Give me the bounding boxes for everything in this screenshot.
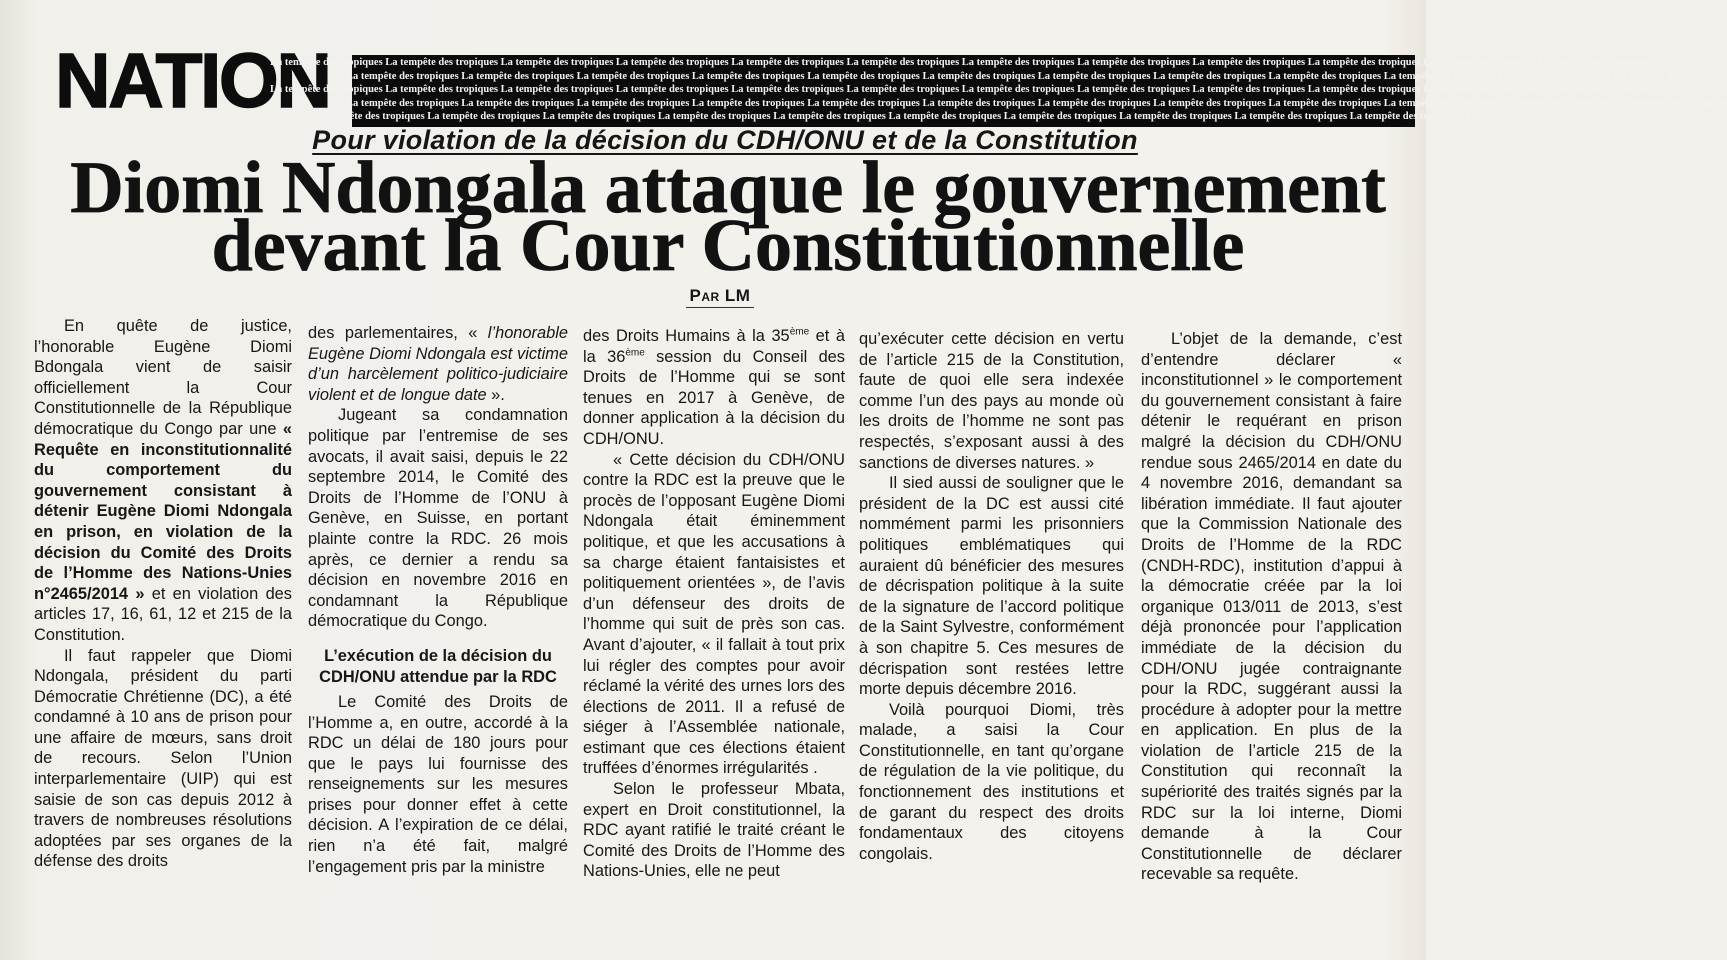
paragraph-text: des parlementaires, « xyxy=(308,324,488,342)
band-text-row: La tempête des tropiques La tempête des tropiques La tempête des tropiques La tempête des tropiques La tempête des tropiques La tempête des tropiques La tempête des tropiques La tempête des tropiques La tempête des tropiques La tempête des tropiques La tempête des tropiques La tempête des tropiques xyxy=(346,70,1727,82)
paragraph: Selon le professeur Mbata, expert en Droit constitutionnel, la RDC ayant ratifié le traité créant le Comité des Droits de l’Homme des Nations-Unies, elle ne peut xyxy=(583,780,845,881)
paragraph-text: ». xyxy=(486,385,505,404)
subheading: L’exécution de la décision du CDH/ONU attendue par la RDC xyxy=(319,646,557,686)
bold-text: « Requête en inconstitutionnalité du comportement du gouvernement consistant à détenir Eugène Diomi Ndongala en prison, en violation de la décision du Comité des Droits de l’Homme des Nations-Unies n°2465/2014 » xyxy=(34,419,292,603)
band-text-row: La tempête des tropiques La tempête des tropiques La tempête des tropiques La tempête des tropiques La tempête des tropiques La tempête des tropiques La tempête des tropiques La tempête des tropiques La tempête des tropiques La tempête des tropiques La tempête des tropiques La tempête des tropiques xyxy=(270,84,1651,95)
article-column-3 xyxy=(583,326,845,882)
paragraph: qu’exécuter cette décision en vertu de l’article 215 de la Constitution, faute de quoi elle sera indexée comme l’un des pays au monde où les droits de l’homme ne sont pas respectés, s’exposant aussi à des sanctions de diverses natures. » xyxy=(859,330,1124,472)
article-column-4 xyxy=(859,329,1124,864)
band-text-row: La tempête des tropiques La tempête des tropiques La tempête des tropiques La tempête des tropiques La tempête des tropiques La tempête des tropiques La tempête des tropiques La tempête des tropiques La tempête des tropiques La tempête des tropiques La tempête des tropiques La tempête des tropiques xyxy=(312,111,1693,122)
paragraph: Il faut rappeler que Diomi Ndongala, président du parti Démocratie Chrétienne (DC), a été condamné à 10 ans de prison pour une affaire de mœurs, sans droit de recours. Selon l’Union interparlementaire (UIP) qui est saisie de son cas depuis 2012 à travers de nombreuses résolutions adoptées par ses organes de la défense des droits xyxy=(34,646,292,871)
paragraph: Le Comité des Droits de l’Homme a, en outre, accordé à la RDC un délai de 180 jours pour que le pays lui fournisse des renseignements sur les mesures prises pour donner effet à cette décision. A l’expiration de ce délai, rien n’a été fait, malgré l’engagement pris par la ministre xyxy=(308,692,568,876)
paragraph: L’objet de la demande, c’est d’entendre déclarer « inconstitutionnel » le comportement du gouvernement consistant à faire détenir le requérant en prison malgré la décision du CDH/ONU rendue sous 2465/2014 en date du 4 novembre 2016, demandant sa libération immédiate. Il faut ajouter que la Commission Nationale des Droits de l’Homme de la RDC (CNDH-RDC), institution d’appui à la démocratie créée par la loi organique 013/011 de 2013, s’est déjà prononcée pour l’application immédiate de la décision du CDH/ONU jugée contraignante pour la RDC, suggérant aussi la procédure à adopter pour la mettre en application. En plus de la violation de l’article 215 de la Constitution qui reconnaît la supériorité des traités signés par la RDC sur la loi interne, Diomi demande à la Cour Constitutionnelle de déclarer recevable sa requête. xyxy=(1141,330,1402,884)
paragraph: « Cette décision du CDH/ONU contre la RDC est la preuve que le procès de l’opposant Eugène Diomi Ndongala était éminemment politique, et que les accusations à sa charge étaient fantaisistes et politiquement orientées », de l’avis d’un défenseur des droits de l’homme qui suit de près son cas. Avant d’ajouter, « il fallait à tout prix lui régler des comptes pour avoir réclamé la vérité des urnes lors des élections de 2011. Il a refusé de siéger à l’Assemblée nationale, estimant que ces élections étaient truffées d’énormes irrégularités . xyxy=(583,450,845,778)
byline-text: Par LM xyxy=(686,287,755,308)
article-column-1 xyxy=(34,316,292,872)
paragraph-text: et en violation des articles 17, 16, 61, 12 et 215 de la Constitution. xyxy=(34,584,292,644)
article-column-2 xyxy=(308,323,568,877)
kicker-text: Pour violation de la décision du CDH/ONU et de la Constitution xyxy=(312,125,1138,155)
ordinal-suffix: ème xyxy=(789,326,810,338)
band-text-row: La tempête des tropiques La tempête des tropiques La tempête des tropiques La tempête des tropiques La tempête des tropiques La tempête des tropiques La tempête des tropiques La tempête des tropiques La tempête des tropiques La tempête des tropiques La tempête des tropiques La tempête des tropiques xyxy=(270,57,1651,68)
section-title: NATION xyxy=(55,38,330,124)
paragraph-text: et à la 36 xyxy=(583,327,845,366)
headline-line-1: Diomi Ndongala attaque le gouvernement xyxy=(70,147,1386,229)
paragraph: Il sied aussi de souligner que le président de la DC est aussi cité nommément parmi les prisonniers politiques emblématiques qui auraient dû bénéficier des mesures de décrispation politique à la suite de la signature de l’accord politique de la Saint Sylvestre, conformément à son chapitre 5. Ces mesures de décrispation sont restées lettre morte depuis décembre 2016. xyxy=(859,474,1124,699)
ordinal-suffix: ème xyxy=(625,347,645,359)
paragraph: Voilà pourquoi Diomi, très malade, a saisi la Cour Constitutionnelle, en tant qu’organe de régulation de la vie politique, du fonctionnement des institutions et de garant du respect des droits fondamentaux des citoyens congolais. xyxy=(859,700,1124,863)
paragraph-text: En quête de justice, l’honorable Eugène Diomi Bdongala vient de saisir officiellement la Cour Constitutionnelle de la République démocratique du Congo par une xyxy=(34,317,292,438)
band-text-row: La tempête des tropiques La tempête des tropiques La tempête des tropiques La tempête des tropiques La tempête des tropiques La tempête des tropiques La tempête des tropiques La tempête des tropiques La tempête des tropiques La tempête des tropiques La tempête des tropiques La tempête des tropiques xyxy=(346,97,1727,109)
paragraph xyxy=(34,316,292,646)
paragraph: Jugeant sa condamnation politique par l’entremise de ses avocats, il avait saisi, depuis le 22 septembre 2014, le Comité des Droits de l’Homme de l’ONU à Genève, en Suisse, en portant plainte contre la RDC. 26 mois après, ce dernier a rendu sa décision en novembre 2016 en condamnant la République démocratique du Congo. xyxy=(308,406,568,631)
paragraph xyxy=(308,323,568,405)
paragraph xyxy=(583,326,845,450)
byline xyxy=(620,287,820,308)
headline-line-2: devant la Cour Constitutionnelle xyxy=(211,205,1245,287)
masthead-band xyxy=(270,55,1727,127)
paragraph-text: session du Conseil des Droits de l’Homme qui se sont tenues en 2017 à Genève, de donner application à la décision du CDH/ONU. xyxy=(583,347,845,448)
paragraph-text: des Droits Humains à la 35 xyxy=(583,327,790,345)
italic-quote: l’honorable Eugène Diomi Ndongala est victime d’un harcèlement politico-judiciaire violent et de longue date xyxy=(308,324,568,404)
article-column-5 xyxy=(1141,329,1402,885)
